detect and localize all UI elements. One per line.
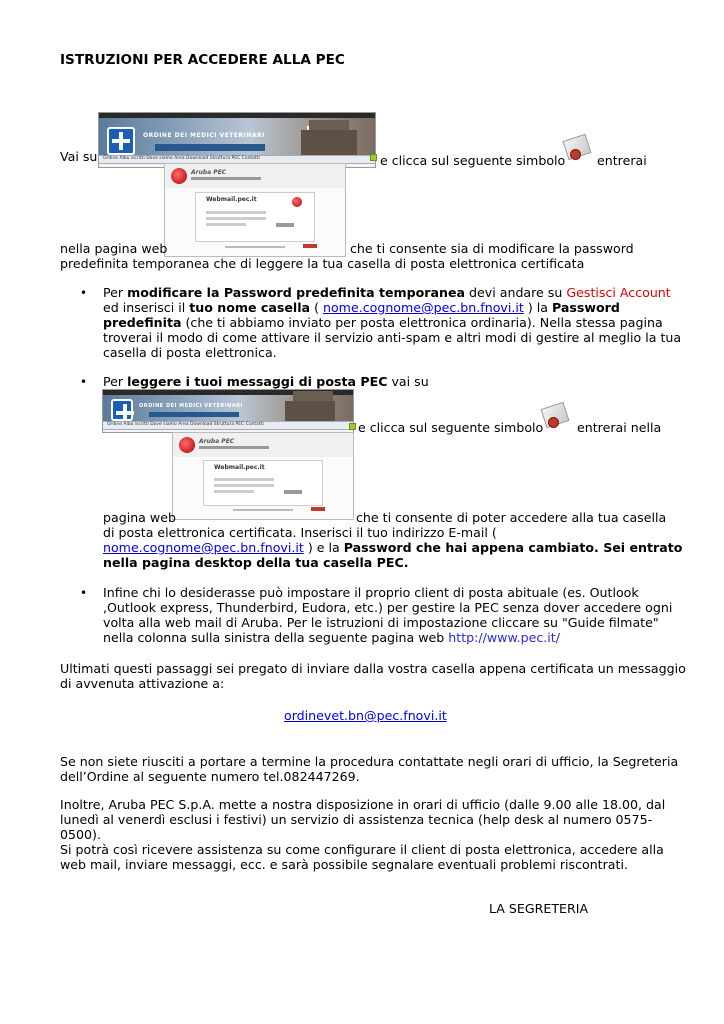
para-2-line-2: dell’Ordine al seguente numero tel.082447269.	[60, 769, 360, 784]
bullet-3-line-4: nella colonna sulla sinistra della seguente pagina web http://www.pec.it/	[103, 630, 560, 645]
bullet-2-che-ti-consente: che ti consente di poter accedere alla tua casella	[356, 510, 667, 525]
site-nav-text: Ordine Albo iscritti Dove siamo Area Download Struttura PEC Contatti	[103, 156, 260, 161]
pec-envelope-icon-2[interactable]	[538, 400, 568, 430]
bullet-1-line-4: troverai il modo di come attivare il servizio anti-spam e altri modi di gestire al meglio la tua	[103, 330, 682, 345]
intro-nella-pagina-web: nella pagina web	[60, 241, 168, 256]
para-3-line-4: Si potrà così ricevere assistenza su come configurare il client di posta elettronica, accedere alla	[60, 842, 664, 857]
pec-it-link[interactable]: http://www.pec.it/	[448, 630, 560, 645]
site-banner-text-2: ORDINE DEI MEDICI VETERINARI	[139, 403, 243, 409]
bullet-1-line-1: Per modificare la Password predefinita temporanea devi andare su Gestisci Account	[103, 285, 671, 300]
para-3-line-5: web mail, inviare messaggi, ecc. e sarà possibile segnalare eventuali problemi riscontrati.	[60, 857, 628, 872]
para-1-line-1: Ultimati questi passaggi sei pregato di inviare dalla vostra casella appena certificata un messaggio	[60, 661, 686, 676]
bullet-3-line-3: volta alla web mail di Aruba. Per le istruzioni di impostazione cliccare su "Guide filmate"	[103, 615, 659, 630]
small-arrow-icon-2	[349, 423, 356, 430]
webmail-screenshot-2[interactable]	[172, 432, 354, 520]
small-arrow-icon	[370, 154, 377, 161]
intro-line-2: predefinita temporanea che di leggere la tua casella di posta elettronica certificata	[60, 256, 585, 271]
bullet-2-line-3: di posta elettronica certificata. Inserisci il tuo indirizzo E-mail (	[103, 525, 497, 540]
bullet-2-pagina-web: pagina web	[103, 510, 176, 525]
bullet-2-line-1: Per leggere i tuoi messaggi di posta PEC vai su	[103, 374, 429, 389]
signature: LA SEGRETERIA	[489, 901, 589, 916]
email-link-2[interactable]: nome.cognome@pec.bn.fnovi.it	[103, 540, 304, 555]
bullet-2-line-5: nella pagina desktop della tua casella PEC.	[103, 555, 409, 570]
para-3-line-1: Inoltre, Aruba PEC S.p.A. mette a nostra disposizione in orari di ufficio (dalle 9.00 alle 18.00, dal	[60, 797, 666, 812]
bullet-1-line-2: ed inserisci il tuo nome casella ( nome.cognome@pec.bn.fnovi.it ) la Password	[103, 300, 620, 315]
para-3-line-2: lunedì al venerdì esclusi i festivi) un servizio di assistenza tecnica (help desk al numero 0575-	[60, 812, 653, 827]
bullet-2-line-4: nome.cognome@pec.bn.fnovi.it ) e la Password che hai appena cambiato. Sei entrato	[103, 540, 683, 555]
intro-entrerai: entrerai	[597, 153, 647, 168]
bullet-1-line-3: predefinita (che ti abbiamo inviato per posta elettronica ordinaria). Nella stessa pagina	[103, 315, 663, 330]
bullet-2-clicca: e clicca sul seguente simbolo	[358, 420, 544, 435]
site-nav-text-2: Ordine Albo iscritti Dove siamo Area Download Struttura PEC Contatti	[107, 422, 264, 427]
site-screenshot-1[interactable]	[98, 112, 376, 168]
webmail-brand-2: Aruba PEC	[199, 438, 235, 445]
site-screenshot-2[interactable]	[102, 389, 354, 433]
site-banner-text: ORDINE DEI MEDICI VETERINARI	[143, 132, 265, 139]
bullet-3-line-2: ,Outlook express, Thunderbird, Eudora, etc.) per gestire la PEC senza dover accedere ogni	[103, 600, 673, 615]
para-1-line-2: di avvenuta attivazione a:	[60, 676, 225, 691]
caduceus-logo-icon	[107, 127, 135, 155]
webmail-heading-2: Webmail.pec.it	[214, 464, 265, 471]
gestisci-account-link[interactable]: Gestisci Account	[566, 285, 671, 300]
email-link-1[interactable]: nome.cognome@pec.bn.fnovi.it	[323, 300, 524, 315]
intro-clicca: e clicca sul seguente simbolo	[380, 153, 566, 168]
para-2-line-1: Se non siete riusciti a portare a termine la procedura contattate negli orari di ufficio, la Segreteria	[60, 754, 679, 769]
intro-che-ti-consente: che ti consente sia di modificare la password	[350, 241, 634, 256]
bullet-2-dot: •	[80, 375, 88, 389]
final-email-link[interactable]: ordinevet.bn@pec.fnovi.it	[284, 708, 447, 723]
bullet-3-dot: •	[80, 586, 88, 600]
intro-vai-su: Vai su	[60, 149, 98, 164]
bullet-2-entrerai: entrerai nella	[577, 420, 662, 435]
document-title: ISTRUZIONI PER ACCEDERE ALLA PEC	[60, 52, 345, 68]
pec-envelope-icon[interactable]	[560, 132, 590, 162]
bullet-1-line-5: casella di posta elettronica.	[103, 345, 277, 360]
webmail-heading: Webmail.pec.it	[206, 196, 257, 203]
para-3-line-3: 0500).	[60, 827, 101, 842]
aruba-logo-icon	[171, 168, 187, 184]
bullet-1-dot: •	[80, 286, 88, 300]
webmail-screenshot-1[interactable]	[164, 163, 346, 257]
bullet-3-line-1: Infine chi lo desiderasse può impostare il proprio client di posta abituale (es. Outlook	[103, 585, 639, 600]
webmail-brand: Aruba PEC	[191, 169, 227, 176]
